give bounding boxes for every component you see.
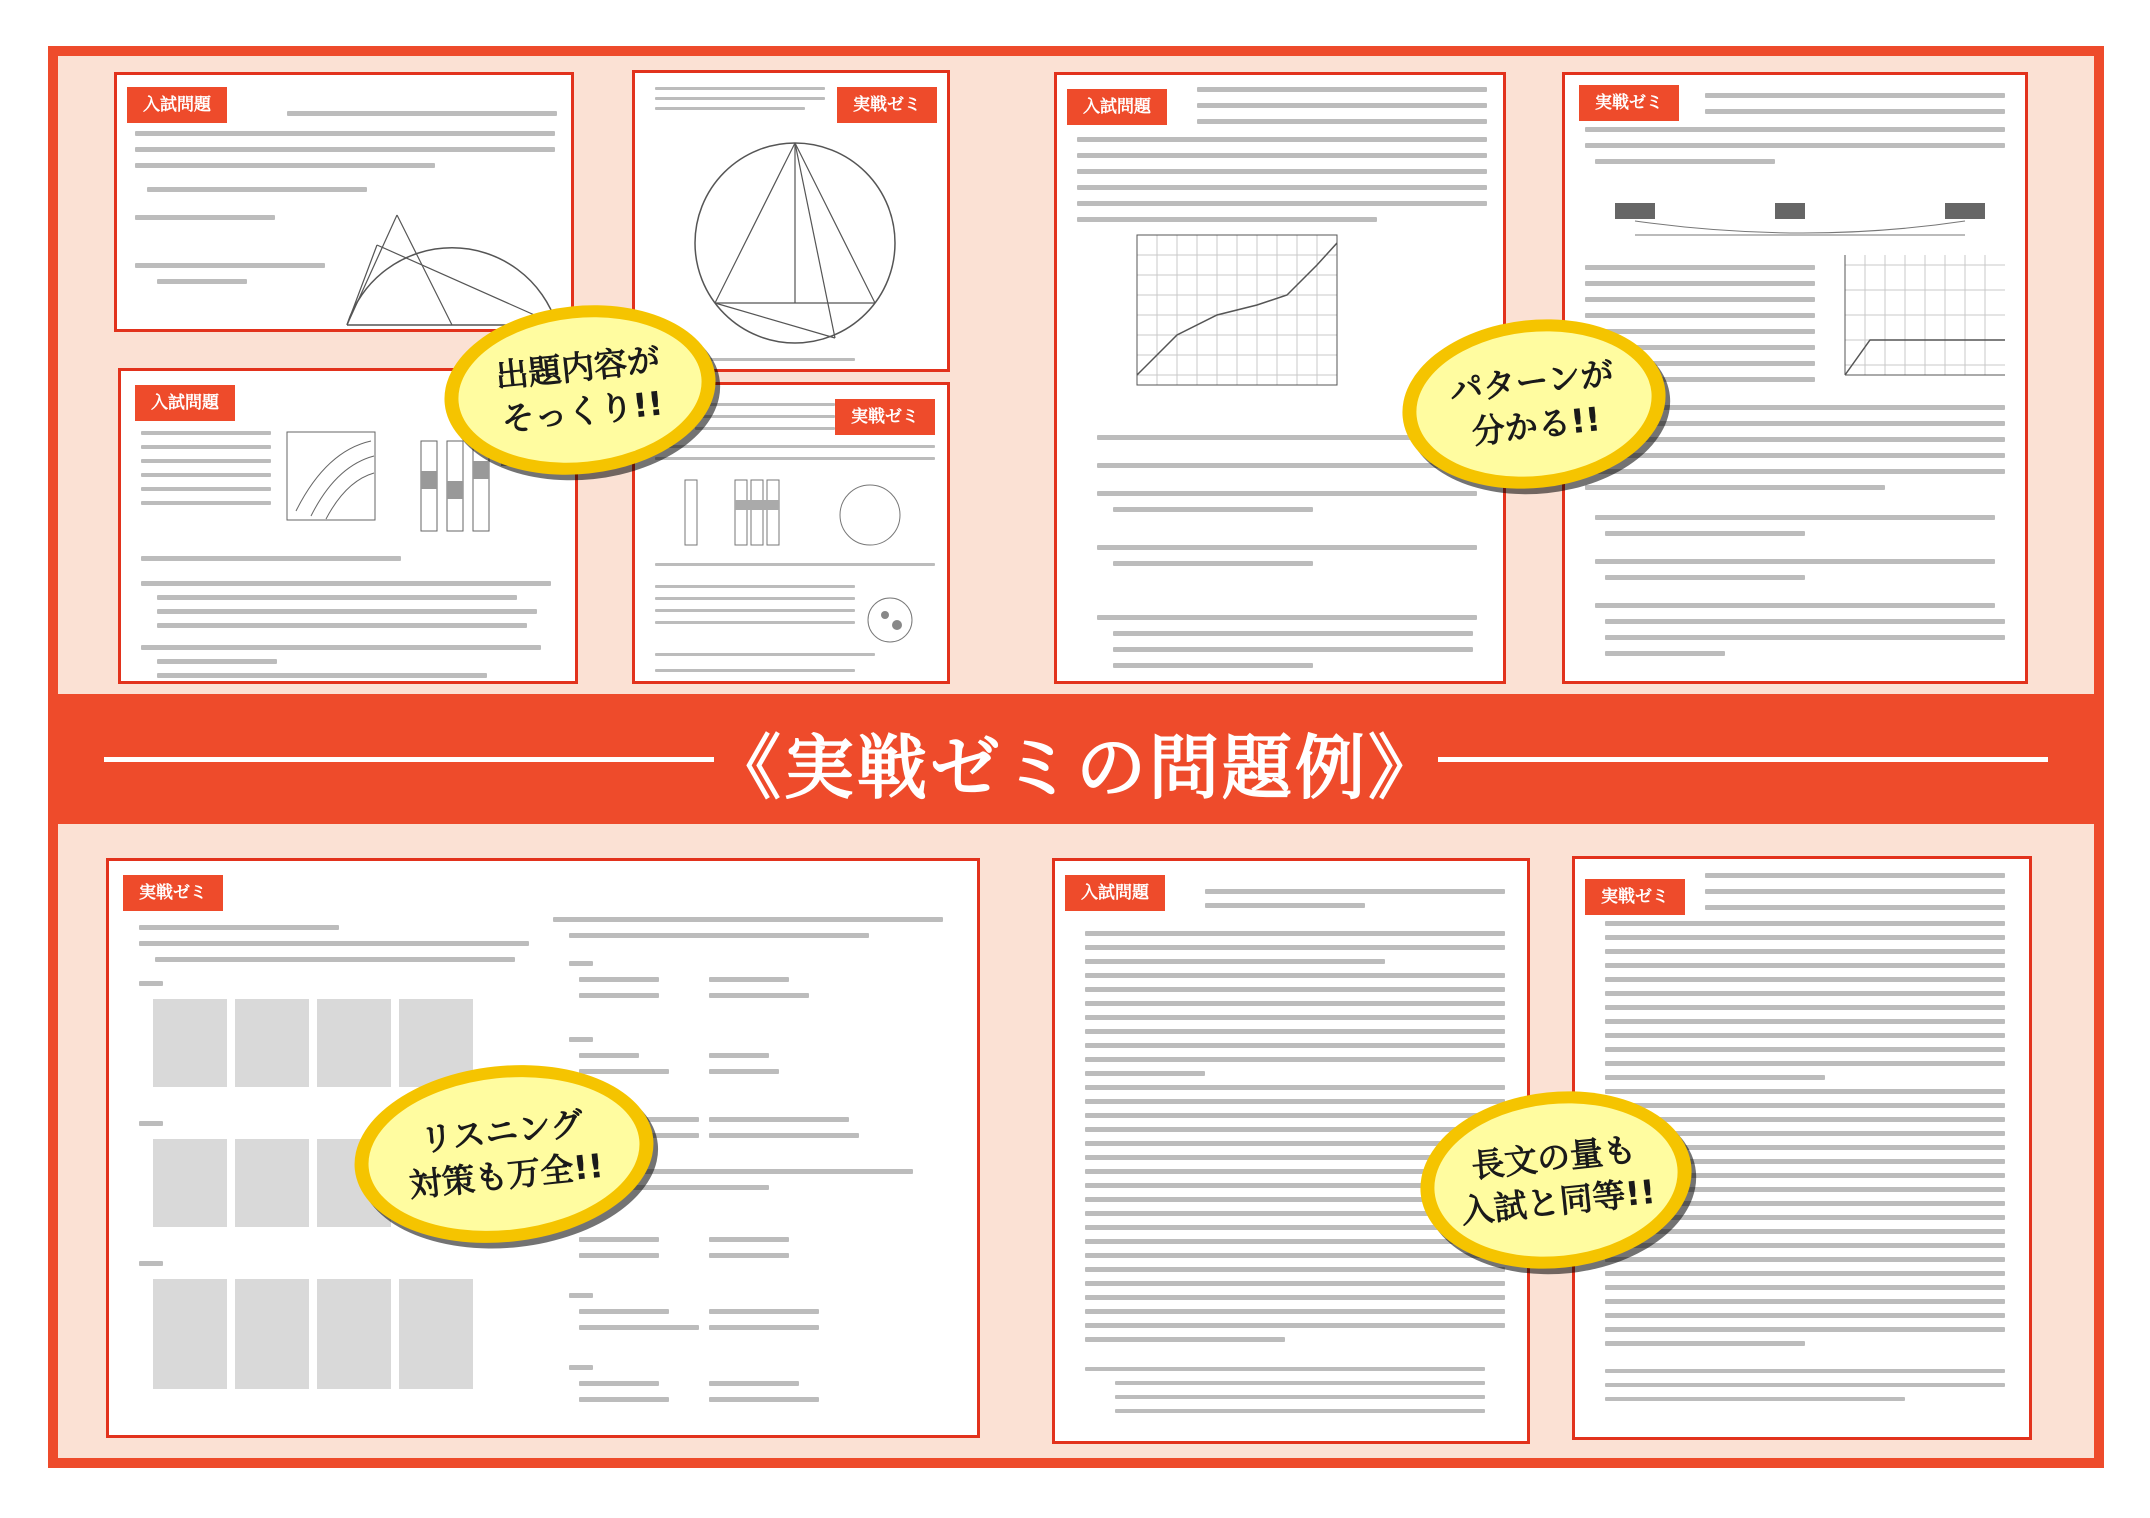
grid-graph-figure <box>1117 225 1347 395</box>
sheet-label: 実戦ゼミ <box>123 875 223 911</box>
sheet-label: 実戦ゼミ <box>1579 85 1679 121</box>
callout-text-3: リスニング 対策も万全!! <box>407 1103 606 1205</box>
callout-text-1: 出題内容が そっくり!! <box>493 339 665 440</box>
picture-bus <box>153 1139 227 1227</box>
sheet-label: 実戦ゼミ <box>1585 879 1685 915</box>
picture-sticks-4 <box>399 1279 473 1389</box>
distance-graph-figure <box>1825 245 2015 395</box>
sheet-label: 入試問題 <box>1067 89 1167 125</box>
picture-piano <box>235 999 309 1087</box>
title-banner <box>48 694 2104 824</box>
sheet-label: 実戦ゼミ <box>835 399 935 435</box>
pie-icon <box>865 595 915 645</box>
banner-title: 《実戦ゼミの問題例》 <box>711 727 1441 809</box>
sheet-label: 実戦ゼミ <box>837 87 937 123</box>
picture-bicycle <box>235 1139 309 1227</box>
picture-sticks-2 <box>235 1279 309 1389</box>
semicircle-figure <box>337 185 567 332</box>
circle-figure <box>685 133 905 353</box>
picture-sticks-1 <box>153 1279 227 1389</box>
exam-sheet-geometry <box>114 72 574 332</box>
map-figure <box>286 431 376 521</box>
callout-text-4: 長文の量も 入試と同等!! <box>1459 1129 1658 1231</box>
callout-text-2: パターンが 分かる!! <box>1447 353 1616 452</box>
sheet-label: 入試問題 <box>1065 875 1165 911</box>
strata-figure <box>675 475 915 550</box>
sheet-label: 入試問題 <box>127 87 227 123</box>
picture-guitar <box>317 999 391 1087</box>
sheet-label: 入試問題 <box>135 385 235 421</box>
picture-trumpet <box>153 999 227 1087</box>
route-figure <box>1605 175 2005 245</box>
picture-sticks-3 <box>317 1279 391 1389</box>
